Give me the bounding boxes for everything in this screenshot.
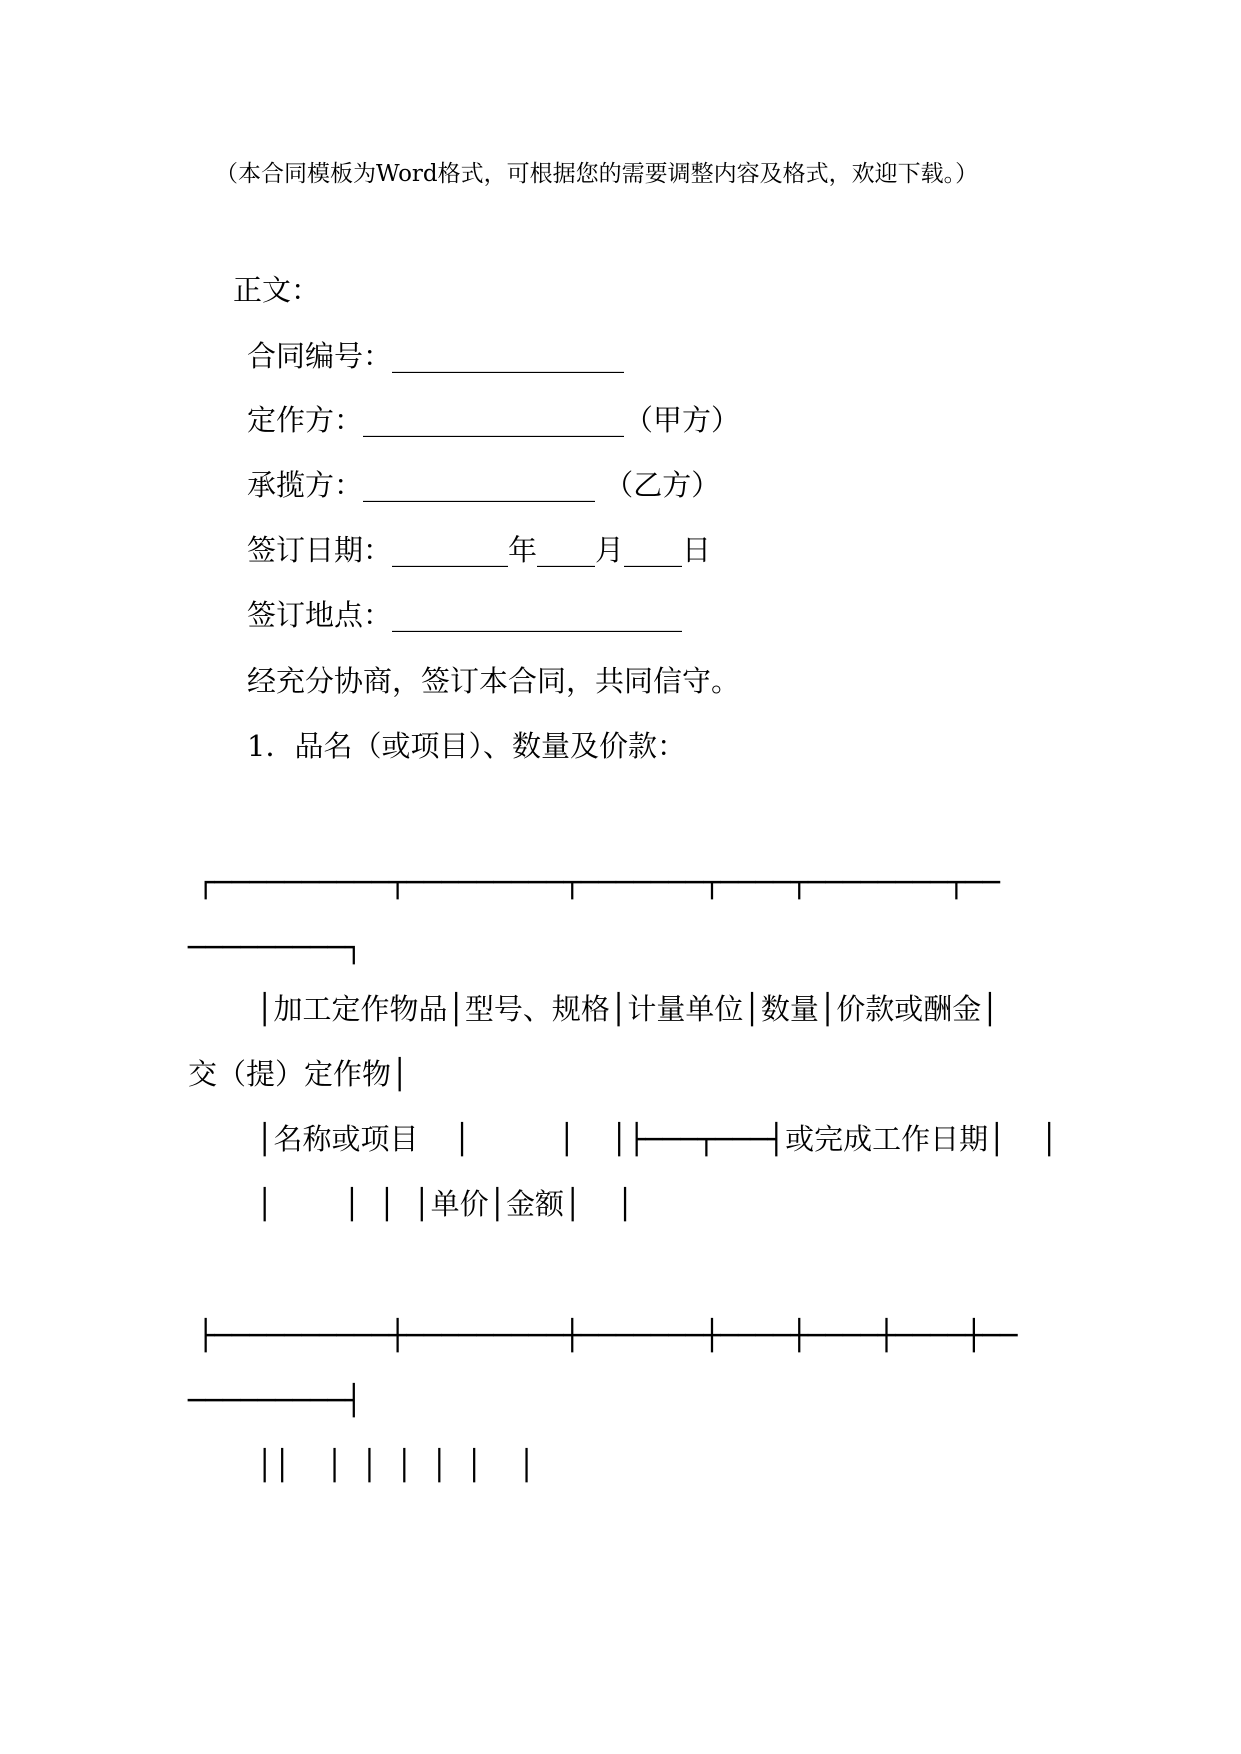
table-top-border-end: ─────────┐ (188, 930, 363, 964)
sign-place-line: 签订地点：____________________ (247, 598, 683, 632)
table-mid-border-end: ─────────┤ (188, 1383, 363, 1417)
table-header-row-1: │加工定作物品│型号、规格│计量单位│数量│价款或酬金│ (256, 992, 999, 1026)
table-data-row: ││ │ │ │ │ │ │ (256, 1448, 536, 1482)
template-notice: （本合同模板为Word格式，可根据您的需要调整内容及格式，欢迎下载。） (215, 161, 979, 187)
party-b-line: 承揽方：________________ （乙方） (247, 468, 721, 502)
contract-number-line: 合同编号：________________ (247, 339, 625, 373)
sign-date-line: 签订日期：________年____月____日 (247, 533, 712, 567)
table-header-row-1-cont: 交（提）定作物│ (188, 1057, 409, 1091)
section-1-heading: 1．品名（或项目）、数量及价款： (247, 729, 686, 763)
party-a-line: 定作方：__________________（甲方） (247, 403, 741, 437)
table-header-row-2: │名称或项目 │ │ │├───┬───┤或完成工作日期│ │ (256, 1122, 1058, 1156)
table-header-row-3: │ │ │ │单价│金额│ │ (256, 1187, 634, 1221)
table-top-border: ┌──────────┬─────────┬───────┬────┬────────┬── (197, 865, 1001, 899)
section-title: 正文： (233, 273, 321, 307)
agreement-line: 经充分协商，签订本合同，共同信守。 (247, 664, 741, 698)
table-mid-border: ├──────────┼─────────┼───────┼────┼────┼────┼── (197, 1318, 1018, 1352)
